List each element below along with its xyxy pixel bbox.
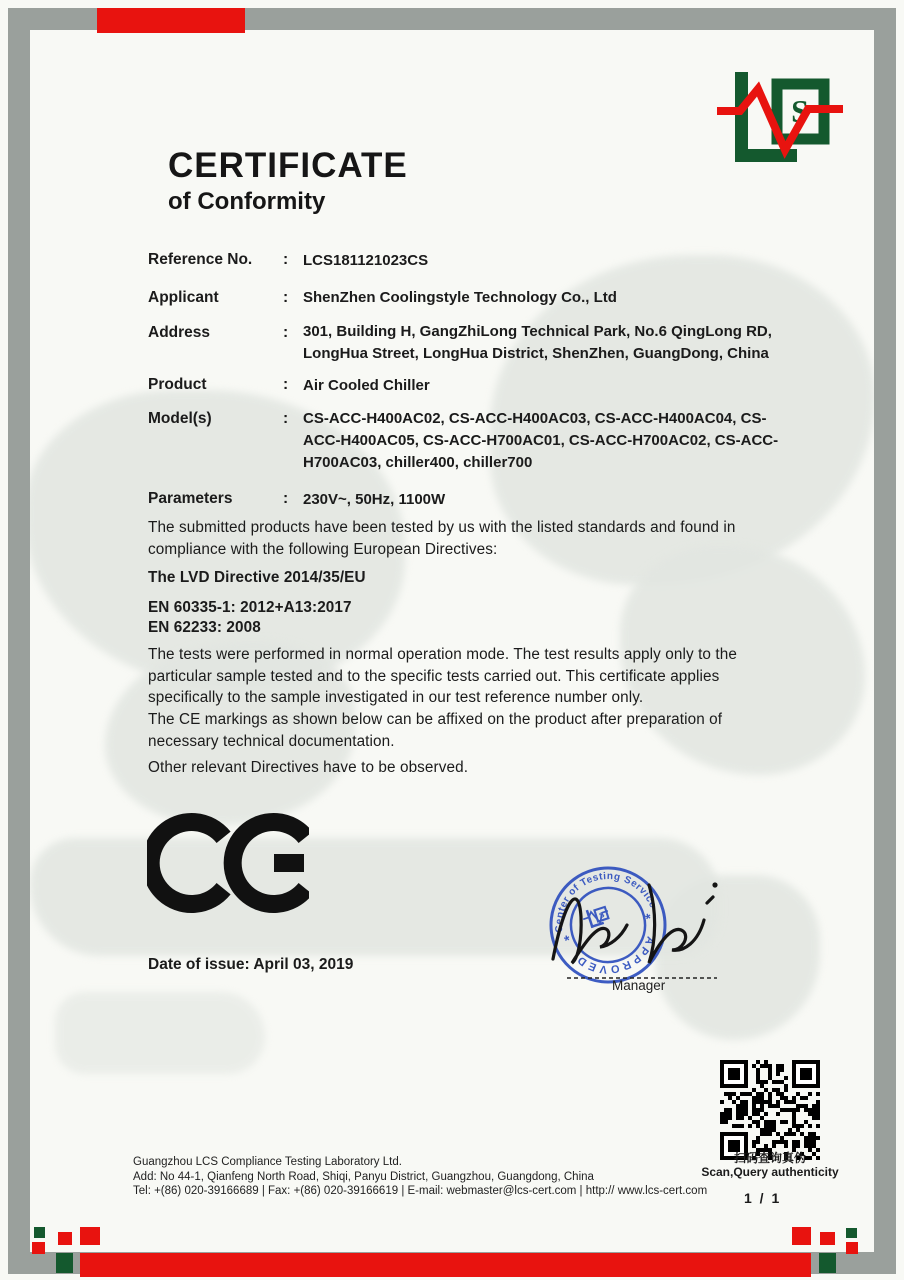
field-label-applicant: Applicant	[148, 289, 219, 306]
field-label-parameters: Parameters	[148, 490, 233, 507]
corner-square	[846, 1242, 858, 1254]
field-label-reference: Reference No.	[148, 251, 253, 268]
address-line-2: LongHua Street, LongHua District, ShenZhen, GuangDong, China	[303, 345, 769, 362]
stamp-star-right: *	[643, 909, 654, 927]
stamp-star-left: *	[562, 931, 572, 949]
field-value-reference: LCS181121023CS	[303, 252, 429, 269]
models-line-1: CS-ACC-H400AC02, CS-ACC-H400AC03, CS-ACC-H400AC04, CS-	[303, 410, 767, 427]
models-line-3: H700AC03, chiller400, chiller700	[303, 454, 533, 471]
field-colon: :	[283, 490, 289, 507]
bottom-right-green-block	[819, 1253, 836, 1273]
corner-square	[846, 1228, 857, 1238]
corner-square	[820, 1232, 835, 1245]
qr-caption-en: Scan,Query authenticity	[701, 1165, 839, 1179]
corner-square	[792, 1227, 811, 1245]
footer-block	[133, 1155, 707, 1199]
frame-right	[874, 8, 896, 1274]
frame-left	[8, 8, 30, 1274]
field-label-address: Address	[148, 324, 211, 341]
intro-paragraph: The submitted products have been tested by us with the listed standards and found in compliance with the following European Directives:	[148, 519, 736, 558]
lcs-logo	[713, 64, 858, 164]
standard-line-1: EN 60335-1: 2012+A13:2017	[148, 599, 352, 616]
footer-company: Guangzhou LCS Compliance Testing Laboratory Ltd.	[133, 1156, 402, 1168]
other-note-line: Other relevant Directives have to be observed.	[148, 759, 469, 776]
footer-contacts: Tel: +(86) 020-39166689 | Fax: +(86) 020-39166619 | E-mail: webmaster@lcs-cert.com | http:// www.lcs-cert.com	[133, 1185, 708, 1197]
field-colon: :	[283, 410, 289, 427]
svg-text:S: S	[597, 910, 606, 921]
stamp-arc-bottom-text: APPROVED	[573, 934, 657, 976]
field-label-models: Model(s)	[148, 410, 212, 427]
field-colon: :	[283, 251, 289, 268]
logo-letter: S	[791, 93, 809, 129]
manager-label: Manager	[612, 978, 666, 993]
field-colon: :	[283, 289, 289, 306]
corner-square	[34, 1227, 45, 1238]
page-title: CERTIFICATE	[168, 146, 408, 185]
field-value-address	[303, 321, 793, 365]
bottom-red-bar	[80, 1253, 811, 1277]
page-subtitle: of Conformity	[168, 188, 326, 215]
stamp-arc-top-text: Center of Testing Service	[553, 870, 659, 934]
footer-address: Add: No 44-1, Qianfeng North Road, Shiqi, Panyu District, Guangzhou, Guangdong, China	[133, 1170, 594, 1183]
corner-square	[32, 1242, 45, 1254]
corner-square	[58, 1232, 72, 1245]
models-line-2: ACC-H400AC05, CS-ACC-H700AC01, CS-ACC-H700AC02, CS-ACC-	[303, 432, 779, 449]
field-value-parameters: 230V~, 50Hz, 1100W	[303, 491, 446, 508]
ce-mark	[147, 810, 309, 916]
field-value-product: Air Cooled Chiller	[303, 377, 430, 394]
page-number: 1 / 1	[744, 1190, 782, 1206]
lvd-directive-line: The LVD Directive 2014/35/EU	[148, 569, 366, 586]
field-value-applicant: ShenZhen Coolingstyle Technology Co., Ltd	[303, 289, 617, 306]
field-label-product: Product	[148, 376, 207, 393]
ce-note-paragraph: The CE markings as shown below can be affixed on the product after preparation of necessary technical documentation.	[148, 711, 723, 750]
qr-caption-zh: 扫码查询真伪	[733, 1151, 806, 1165]
field-colon: :	[283, 376, 289, 393]
date-of-issue: Date of issue: April 03, 2019	[148, 956, 354, 973]
field-colon: :	[283, 324, 289, 341]
address-line-1: 301, Building H, GangZhiLong Technical Park, No.6 QingLong RD,	[303, 323, 772, 340]
standard-line-2: EN 62233: 2008	[148, 619, 261, 636]
test-scope-paragraph: The tests were performed in normal operation mode. The test results apply only to the particular sample tested and to the specific tests carried out. This certificate applies specifically to the sample investigated in our test reference number only.	[148, 646, 737, 706]
top-red-accent	[97, 8, 245, 33]
qr-code	[720, 1060, 820, 1160]
bottom-left-green-block	[56, 1253, 73, 1273]
field-value-models	[303, 408, 793, 474]
corner-square	[80, 1227, 100, 1245]
